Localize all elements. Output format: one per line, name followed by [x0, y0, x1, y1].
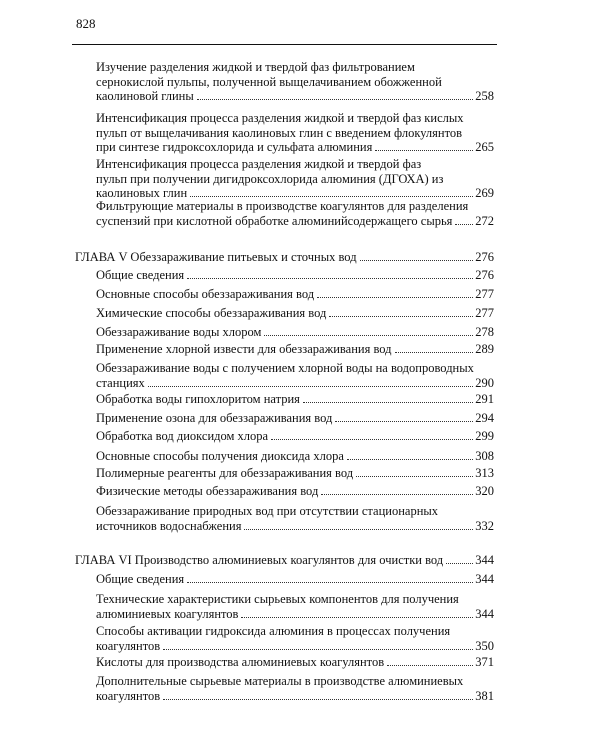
toc-entry [96, 60, 494, 104]
toc-entry-text: алюминиевых коагулянтов [96, 606, 239, 621]
page-ref: 350 [475, 638, 494, 653]
toc-entry-text: Способы активации гидроксида алюминия в процессах получения [96, 624, 451, 638]
dot-leader [163, 649, 473, 650]
page-ref: 265 [475, 140, 494, 155]
page-ref: 277 [475, 287, 494, 301]
toc-entry-text: Общие сведения [96, 268, 185, 282]
toc-entry [96, 429, 494, 444]
dot-leader [356, 476, 473, 477]
page-ref: 276 [475, 250, 494, 264]
toc-entry [96, 572, 494, 587]
toc-entry-text: Общие сведения [96, 572, 185, 586]
toc-entry [96, 624, 494, 653]
toc-entry-text: Обработка воды гипохлоритом натрия [96, 392, 300, 406]
toc-entry [96, 674, 494, 703]
dot-leader [190, 196, 473, 197]
page-ref: 344 [475, 572, 494, 586]
page-ref: 294 [475, 411, 494, 425]
toc-entry [96, 592, 494, 621]
page-ref: 320 [475, 484, 494, 498]
chapter-heading [75, 553, 494, 568]
dot-leader [244, 529, 473, 530]
page-ref: 291 [475, 392, 494, 406]
toc-entry-text: Основные способы получения диоксида хлора [96, 449, 344, 463]
page-ref: 371 [475, 655, 494, 669]
dot-leader [187, 582, 473, 583]
page-ref: 381 [475, 688, 494, 703]
page-ref: 332 [475, 518, 494, 533]
page-ref: 290 [475, 375, 494, 390]
chapter-title: ГЛАВА V Обеззараживание питьевых и сточных вод [75, 250, 357, 264]
dot-leader [387, 665, 473, 666]
toc-entry-text: Дополнительные сырьевые материалы в производстве алюминиевых [96, 674, 464, 688]
dot-leader [360, 260, 474, 261]
dot-leader [317, 297, 473, 298]
dot-leader [446, 563, 473, 564]
dot-leader [148, 386, 473, 387]
toc-entry-text: сернокислой пульпы, полученной выщелачиванием обожженной [96, 74, 442, 89]
toc-entry-text: пульп при получении дигидроксохлорида алюминия (ДГОХА) из [96, 171, 444, 186]
toc-entry [96, 411, 494, 426]
toc-entry-text: Обеззараживание природных вод при отсутствии стационарных [96, 504, 439, 518]
dot-leader [395, 352, 474, 353]
toc-entry [96, 268, 494, 283]
toc-entry-text: Физические методы обеззараживания вод [96, 484, 319, 498]
toc-entry-text: Интенсификация процесса разделения жидкой и твердой фаз [96, 157, 422, 171]
dot-leader [321, 494, 473, 495]
toc-entry-text: Основные способы обеззараживания вод [96, 287, 315, 301]
chapter-title: ГЛАВА VI Производство алюминиевых коагулянтов для очистки вод [75, 553, 444, 567]
dot-leader [303, 402, 473, 403]
dot-leader [455, 224, 473, 225]
toc-entry-text: Кислоты для производства алюминиевых коагулянтов [96, 655, 385, 669]
toc-entry-text: суспензий при кислотной обработке алюминийсодержащего сырья [96, 213, 453, 228]
chapter-heading [75, 250, 494, 265]
toc-entry-text: каолиновой глины [96, 89, 194, 104]
toc-entry-text: станциях [96, 375, 145, 390]
dot-leader [264, 335, 473, 336]
toc-entry [96, 342, 494, 357]
page-ref: 258 [475, 89, 494, 104]
toc-entry [96, 157, 494, 201]
toc-entry [96, 361, 494, 390]
toc-entry-text: Обеззараживание воды с получением хлорной воды на водопроводных [96, 361, 474, 375]
toc-entry-text: Полимерные реагенты для обеззараживания вод [96, 466, 354, 480]
toc-entry-text: каолиновых глин [96, 186, 188, 201]
toc-entry [96, 484, 494, 499]
page-ref: 299 [475, 429, 494, 443]
toc-entry-text: коагулянтов [96, 688, 161, 703]
page-number: 828 [76, 16, 96, 31]
toc-entry-text: Фильтрующие материалы в производстве коагулянтов для разделения [96, 199, 469, 213]
toc-entry [96, 466, 494, 481]
dot-leader [375, 150, 473, 151]
dot-leader [187, 278, 473, 279]
page-ref: 344 [475, 553, 494, 567]
page-ref: 313 [475, 466, 494, 480]
toc-entry [96, 199, 494, 228]
toc-entry-text: Обработка вод диоксидом хлора [96, 429, 269, 443]
toc-entry-text: Изучение разделения жидкой и твердой фаз фильтрованием [96, 60, 415, 74]
page-ref: 276 [475, 268, 494, 282]
page-ref: 269 [475, 186, 494, 201]
page-ref: 272 [475, 213, 494, 228]
page-ref: 289 [475, 342, 494, 356]
toc-entry [96, 111, 494, 155]
dot-leader [241, 617, 473, 618]
toc-entry-text: при синтезе гидроксохлорида и сульфата алюминия [96, 140, 373, 155]
dot-leader [271, 439, 473, 440]
toc-entry-text: Интенсификация процесса разделения жидкой и твердой фаз кислых [96, 111, 464, 125]
toc-entry [96, 655, 494, 670]
toc-entry-text: коагулянтов [96, 638, 161, 653]
toc-entry [96, 449, 494, 464]
toc-entry-text: Обеззараживание воды хлором [96, 325, 262, 339]
dot-leader [347, 459, 473, 460]
toc-entry [96, 392, 494, 407]
toc-entry [96, 504, 494, 533]
page-ref: 277 [475, 306, 494, 320]
page-ref: 344 [475, 606, 494, 621]
toc-entry-text: пульп от выщелачивания каолиновых глин с введением флокулянтов [96, 125, 463, 140]
toc-entry-text: Применение хлорной извести для обеззараживания вод [96, 342, 392, 356]
page-ref: 278 [475, 325, 494, 339]
dot-leader [197, 99, 473, 100]
dot-leader [163, 699, 473, 700]
toc-entry-text: Технические характеристики сырьевых компонентов для получения [96, 592, 459, 606]
toc-entry [96, 287, 494, 302]
toc-entry-text: источников водоснабжения [96, 518, 242, 533]
toc-entry-text: Химические способы обеззараживания вод [96, 306, 327, 320]
toc-entry-text: Применение озона для обеззараживания вод [96, 411, 333, 425]
dot-leader [329, 316, 473, 317]
toc-entry [96, 325, 494, 340]
dot-leader [335, 421, 473, 422]
page-ref: 308 [475, 449, 494, 463]
toc-entry [96, 306, 494, 321]
